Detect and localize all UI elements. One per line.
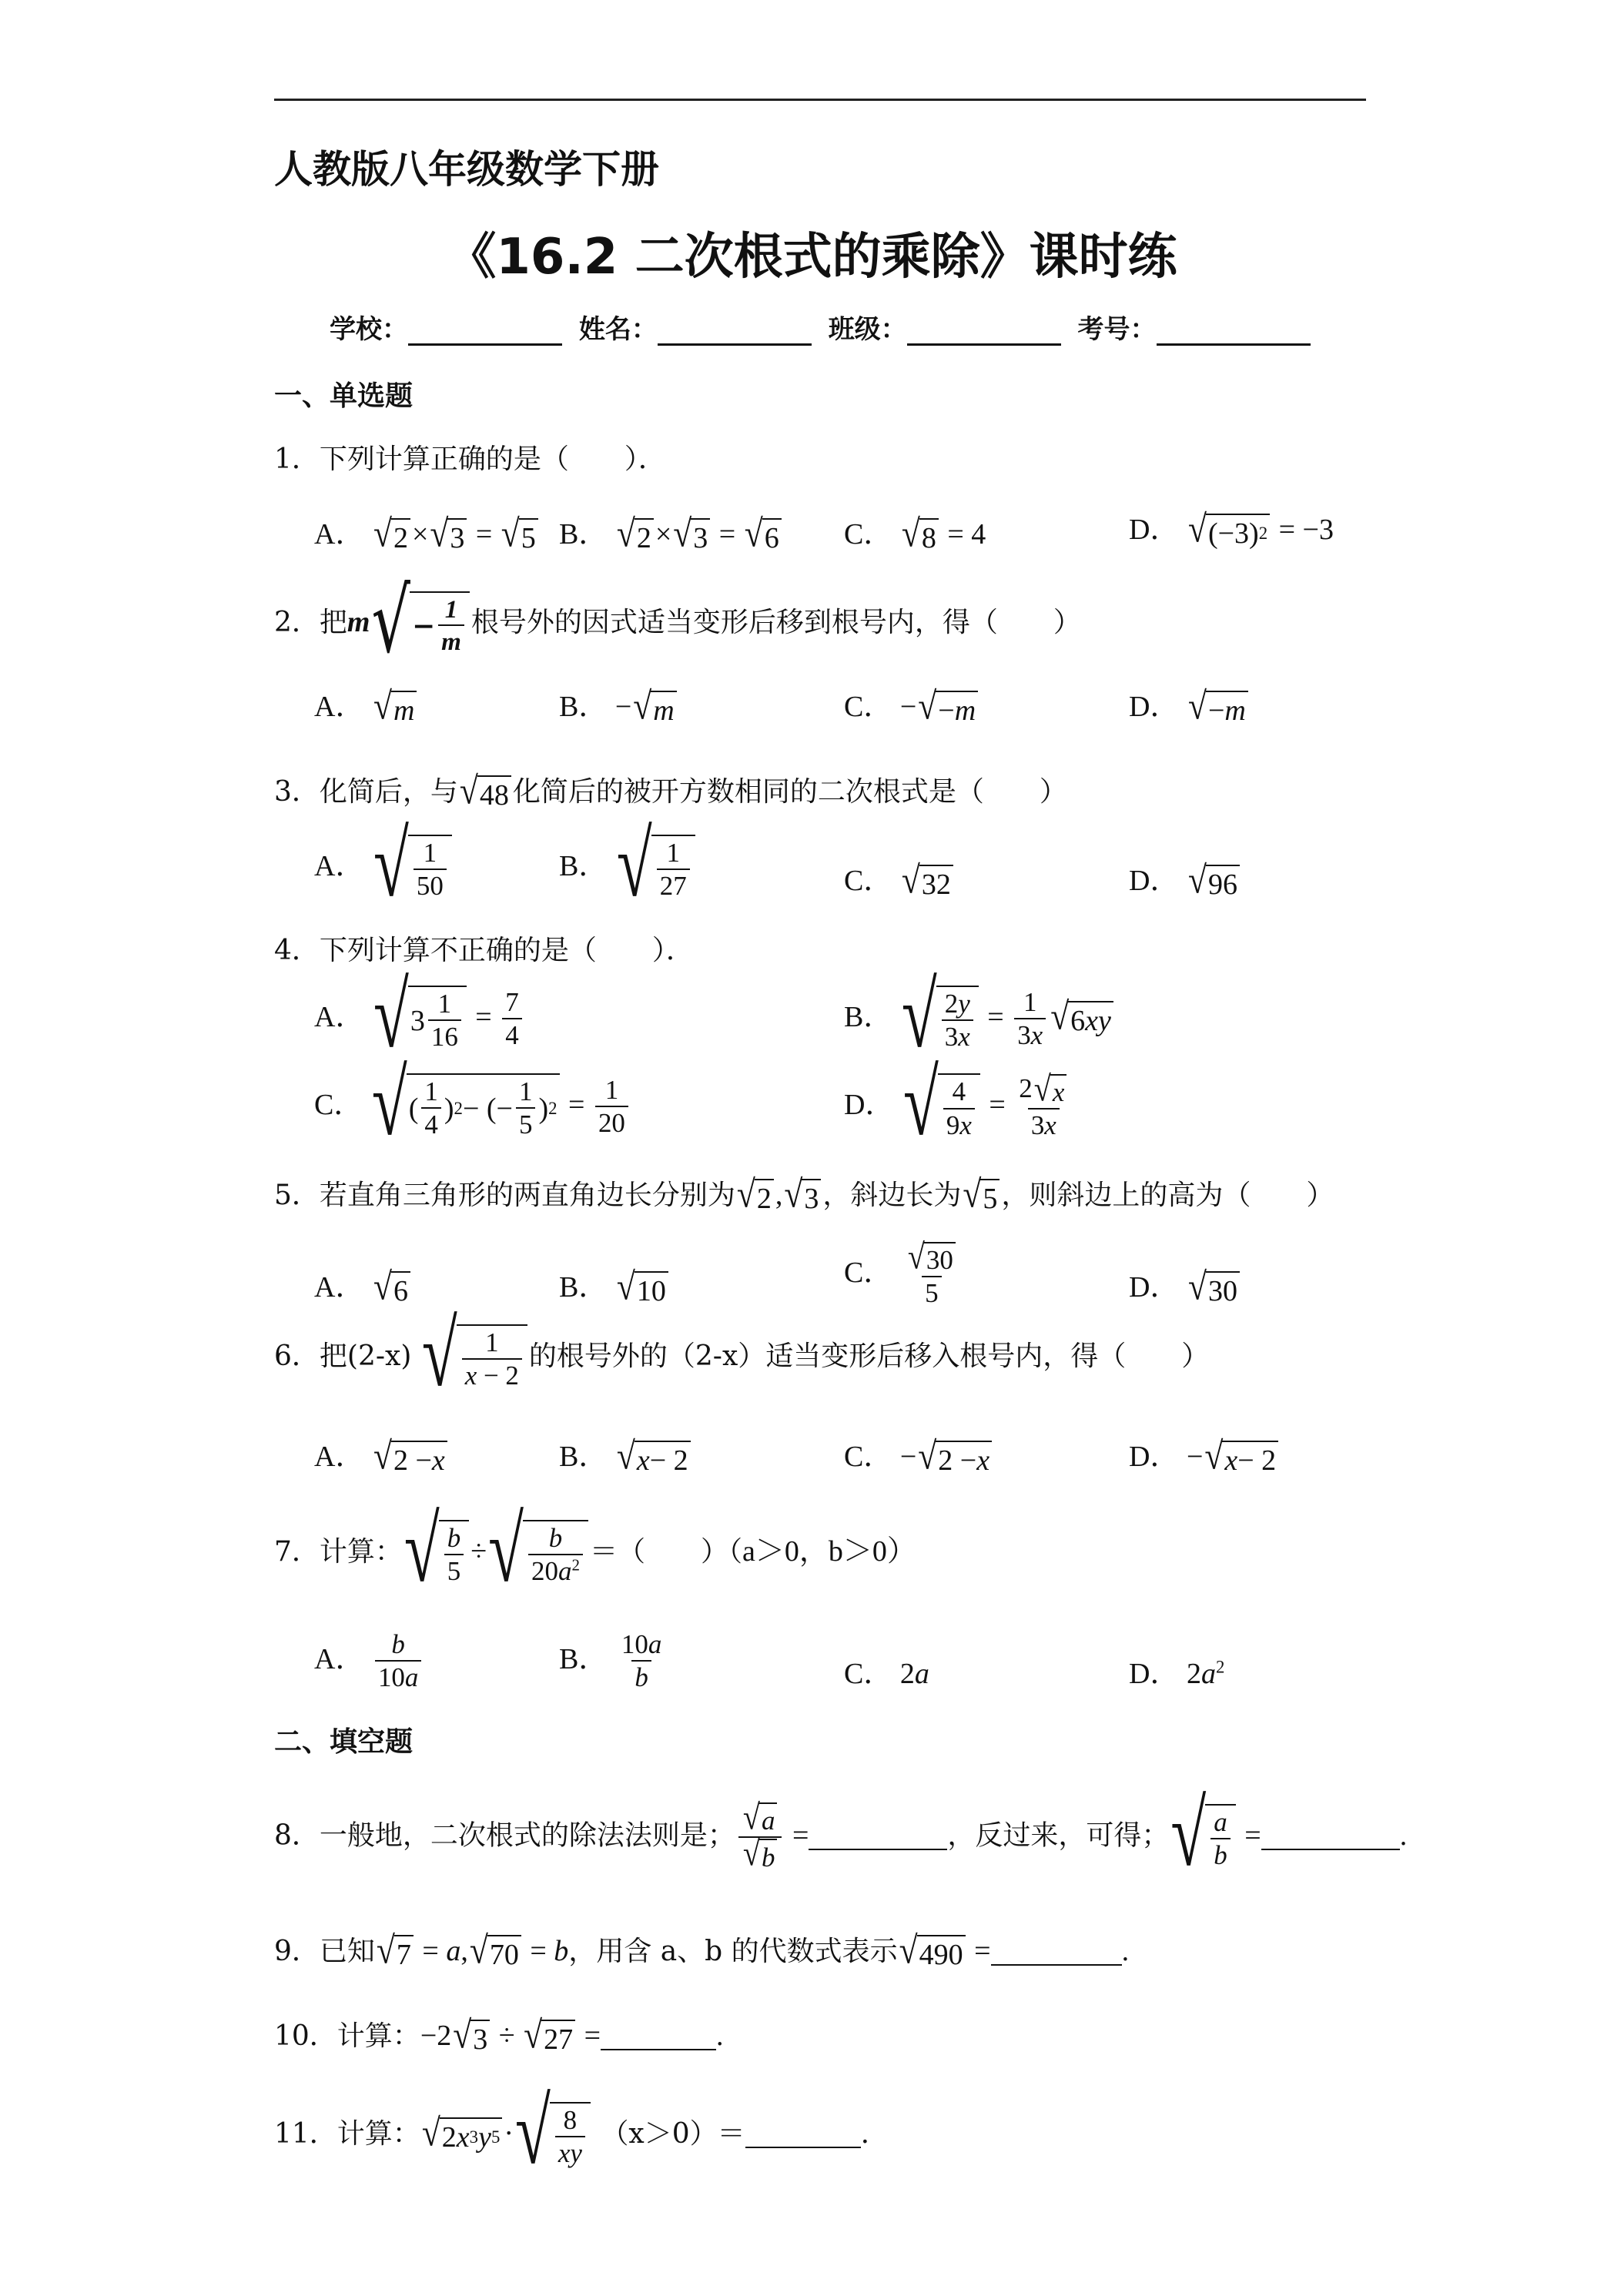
q3-option-d[interactable]: D． √ 96	[1129, 856, 1241, 902]
q4-option-b[interactable]: B． √ 2y 3x = $\frac{1}{3x}$ √ 6 xy	[844, 986, 1115, 1053]
q1-option-c[interactable]: C． √ 8 = 4	[844, 513, 986, 556]
q3-option-b[interactable]: B． √ 1 27	[559, 835, 697, 902]
q5-option-c[interactable]: C． √ 30 5	[844, 1241, 963, 1310]
q3-option-c[interactable]: C． √ 32	[844, 856, 955, 902]
question-10: 10．计算：−2 √ 3 ÷ √ 27 = .	[274, 2014, 724, 2057]
question-1: 1．下列计算正确的是（ ）．	[274, 443, 666, 475]
q4-option-d[interactable]: D． √ 4 9x = 2 √ x 3x	[844, 1073, 1074, 1142]
student-info-line	[330, 308, 1318, 346]
q8-blank-2[interactable]	[1261, 1826, 1400, 1850]
class-label: 班级：	[828, 314, 907, 345]
q2-option-a[interactable]: A． √ m	[314, 682, 418, 728]
q3-option-a[interactable]: A． √ 1 50	[314, 835, 454, 902]
q5-option-d[interactable]: D． √ 30	[1129, 1263, 1241, 1308]
q2-option-b[interactable]: B． − √ m	[559, 682, 678, 728]
section-fill-blank: 二、填空题	[274, 1726, 414, 1758]
q1-option-b[interactable]: B． √ 2 × √ 3 = √ 6	[559, 510, 783, 555]
q8-blank-1[interactable]	[809, 1826, 947, 1850]
q7-option-d[interactable]: D． $2a^2$	[1129, 1657, 1225, 1690]
q7-option-a[interactable]: A． $\frac{b}{10a}$	[314, 1629, 424, 1694]
question-4: 4．下列计算不正确的是（ ）．	[274, 935, 694, 966]
question-7: 7．计算： √ b 5 ÷ √ b $20a^2$ ＝（ ）（a＞0，b＞0）	[274, 1498, 916, 1602]
q11-blank[interactable]	[745, 2124, 861, 2148]
name-blank[interactable]	[658, 317, 812, 346]
q7-option-c[interactable]: C． 2a	[844, 1658, 929, 1690]
q1-option-d[interactable]: D． √ (−3) 2 = −3	[1129, 508, 1334, 551]
q7-option-b[interactable]: B． $\frac{10a}{b}$	[559, 1629, 662, 1693]
question-6: 6．把(2-x) √ 1 x − 2 的根号外的（2-x）适当变形后移入根号内，得（ ）	[274, 1303, 1210, 1407]
q6-option-c[interactable]: C． − √ 2 − x	[844, 1432, 993, 1478]
school-blank[interactable]	[408, 317, 562, 346]
q6-option-b[interactable]: B． √ x − 2	[559, 1432, 692, 1478]
class-blank[interactable]	[907, 317, 1061, 346]
question-5: 5．若直角三角形的两直角边长分别为 √ 2 , √ 3 ，斜边长为 √ 5 ，则斜边上的高为（ ）	[274, 1173, 1334, 1217]
school-label: 学校：	[330, 314, 408, 345]
q2-option-d[interactable]: D． √ − m	[1129, 682, 1250, 728]
q6-option-a[interactable]: A． √ 2 − x	[314, 1432, 449, 1478]
question-8: 8．一般地，二次根式的除法法则是； √ a √ b = ，反过来，可得； √ a b = .	[274, 1782, 1408, 1886]
q4-option-a[interactable]: A． √ 3 1 16 = $\frac{7}{4}$	[314, 986, 525, 1053]
name-label: 姓名：	[578, 314, 658, 345]
exam-no-label: 考号：	[1077, 314, 1157, 345]
q5-option-a[interactable]: A． √ 6	[314, 1263, 412, 1308]
question-3: 3．化简后，与 √ 48 化简后的被开方数相同的二次根式是（ ）	[274, 769, 1067, 813]
q10-blank[interactable]	[601, 2026, 716, 2050]
book-title: 人教版八年级数学下册	[274, 147, 659, 192]
q9-blank[interactable]	[991, 1941, 1122, 1966]
section-single-choice: 一、单选题	[274, 380, 414, 412]
header-rule	[274, 99, 1366, 101]
q5-option-b[interactable]: B． √ 10	[559, 1263, 670, 1308]
question-9: 9．已知 √ 7 = a, √ 70 = b，用含 a、b 的代数式表示 √ 490 = .	[274, 1930, 1130, 1973]
question-2: 2．把m √ − $\frac{1}{m}$ 根号外的因式适当变形后移到根号内，得（ ）	[274, 568, 1081, 673]
question-11: 11．计算： √ 2 x 3 y 5 · √ 8 xy （x＞0）＝ .	[274, 2080, 870, 2184]
exam-no-blank[interactable]	[1157, 317, 1311, 346]
q4-option-c[interactable]: C． √ ( 1 4 ) 2 − (− 1 5 ) 2 = $\frac{1}{20}$	[314, 1073, 631, 1141]
q2-option-c[interactable]: C． − √ − m	[844, 682, 979, 728]
page-title: 《16.2 二次根式的乘除》课时练	[447, 229, 1177, 286]
q6-option-d[interactable]: D． − √ x − 2	[1129, 1432, 1280, 1478]
q1-option-a[interactable]: A． √ 2 × √ 3 = √ 5	[314, 510, 540, 555]
